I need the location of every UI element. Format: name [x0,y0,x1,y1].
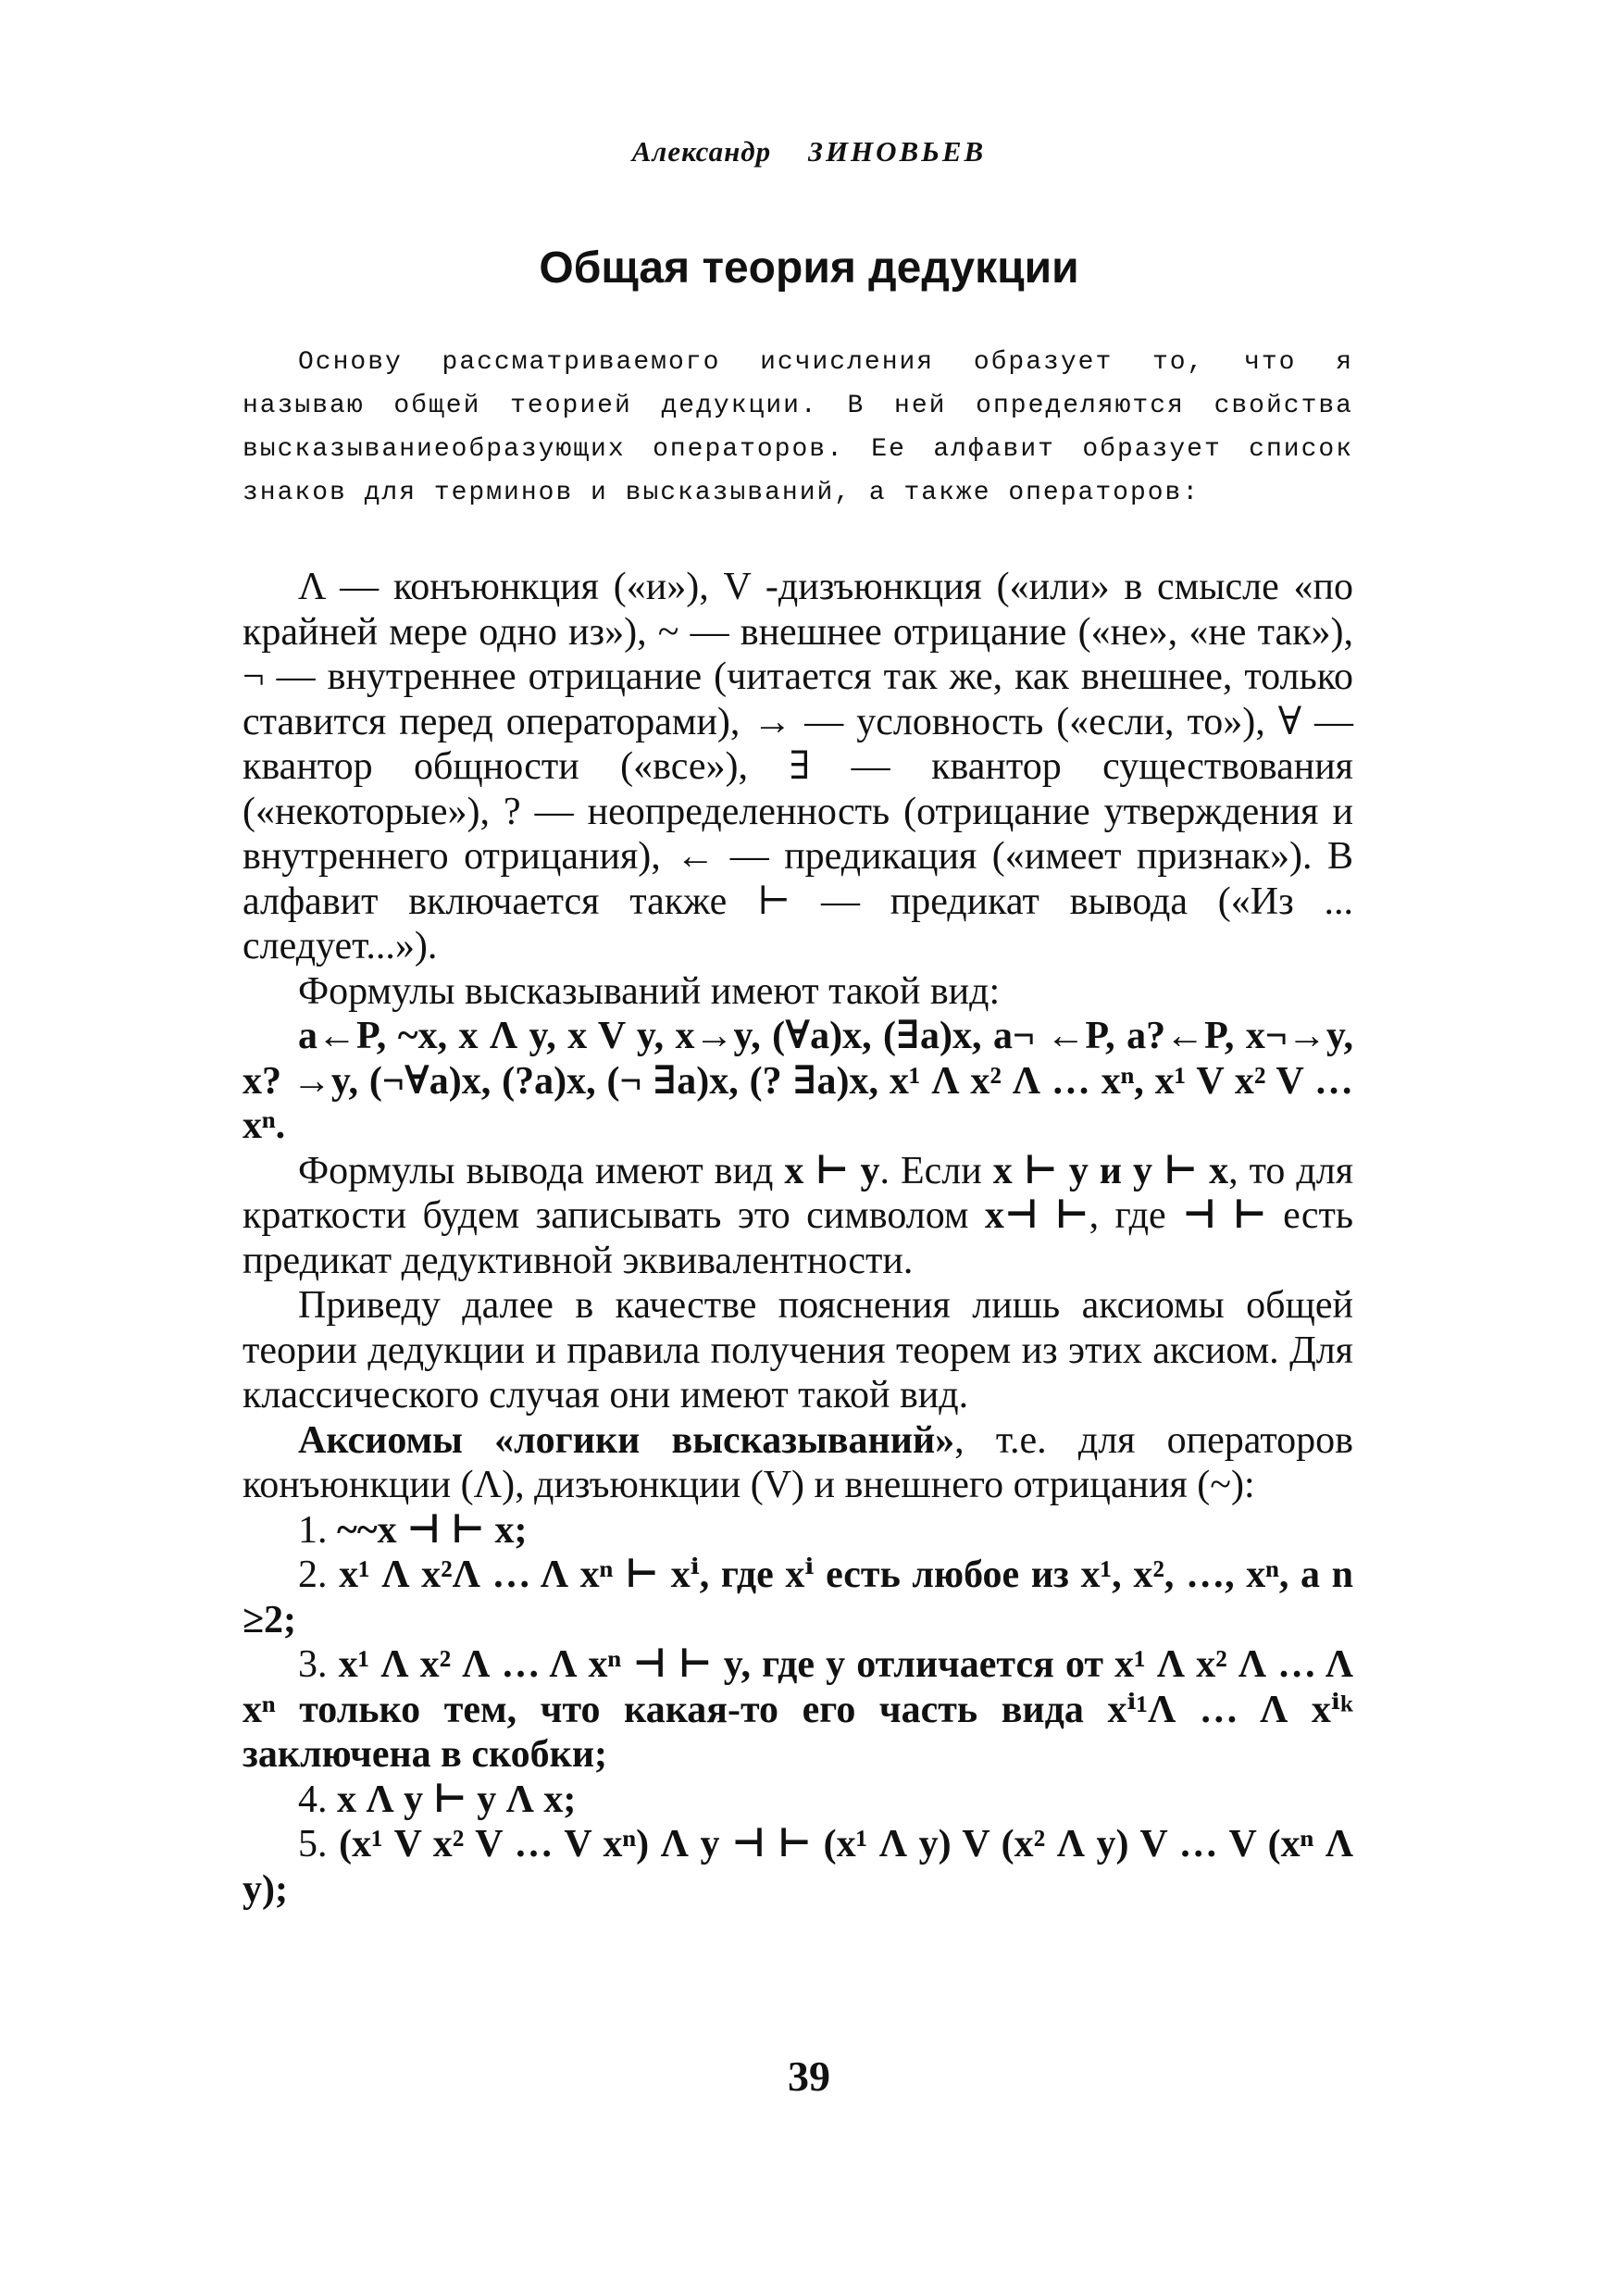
axiom-text: ~~x ⊣ ⊢ x; [337,1508,528,1552]
axiom-number: 1. [298,1508,328,1552]
axiom-item [243,1822,1353,1912]
explanation-paragraph: Приведу далее в качестве пояснения лишь аксиомы общей теории дедукции и правила получения теорем из этих аксиом. Для классического случая они имеют такой вид. [243,1284,1353,1416]
inference-formula-3: x⊣ ⊢ [984,1194,1089,1237]
inference-paragraph [243,1149,1353,1284]
inference-text-1: Формулы вывода имеют вид [298,1149,785,1192]
axiom-item [243,1642,1353,1778]
axioms-heading [243,1418,1353,1508]
inference-text-3: , то для краткости будем записывать это символом [243,1149,1354,1237]
axiom-item [243,1778,1353,1823]
axiom-number: 2. [298,1554,328,1596]
axiom-item [243,1553,1353,1642]
formulas-text: a←P, ~x, x Λ y, x V y, x→y, (∀a)x, (∃a)x, a¬ ←P, a?←P, x¬→y, x? →y, (¬∀a)x, (?a)x, (¬ ∃a)x, (? ∃a)x, x¹ Λ x² Λ … xⁿ, x¹ V x² V … xⁿ. [243,1015,1353,1147]
axiom-text: (x¹ V x² V … V xⁿ) Λ y ⊣ ⊢ (x¹ Λ y) V (x² Λ y) V … V (xⁿ Λ y); [243,1823,1354,1911]
inference-text-2: . Если [879,1149,993,1192]
chapter-title: Общая теория дедукции [539,243,1079,293]
formulas-list [243,1014,1353,1149]
inference-text-5: есть предикат дедуктивной эквивалентности. [243,1194,1353,1282]
operators-paragraph: Λ — конъюнкция («и»), V -дизъюнкция («или» в смысле «по крайней мере одно из»), ~ — внешнее отрицание («не», «не так»), ¬ — внутреннее отрицание (читается так же, как внешнее, только ставится перед операторами), → — условность («если, то»), ∀ — квантор общности («все»), ∃ — квантор существования («некоторые»), ? — неопределенность (отрицание утверждения и внутреннего отрицания), ← — предикация («имеет признак»). В алфавит включается также ⊢ — предикат вывода («Из ... следует...»). [243,566,1353,967]
author-first-name: Александр [631,135,772,168]
formulas-intro: Формулы высказываний имеют такой вид: [298,969,1001,1013]
intro-paragraph: Основу рассматриваемого исчисления образует то, что я называю общей теорией дедукции. В ней определяются свойства высказываниеобразующих операторов. Ее алфавит образует список знаков для терминов и высказываний, а также операторов: [243,348,1353,507]
axiom-text: x¹ Λ x² Λ … Λ xⁿ ⊣ ⊢ y, где y отличается от x¹ Λ x² Λ … Λ xⁿ только тем, что какая-то его часть вида xⁱ¹Λ … Λ xⁱᵏ заключена в скобки; [243,1643,1353,1776]
page-number: 39 [788,2053,830,2100]
axiom-text: x Λ y ⊢ y Λ x; [337,1778,577,1821]
axioms-heading-bold: Аксиомы «логики высказываний» [298,1418,955,1462]
axiom-text: x¹ Λ x²Λ … Λ xⁿ ⊢ xⁱ, где xⁱ есть любое из x¹, x², …, xⁿ, а n ≥2; [243,1554,1354,1641]
axiom-item [243,1508,1353,1554]
inference-formula-1: x ⊢ y [784,1149,880,1192]
author-last-name: ЗИНОВЬЕВ [808,135,987,168]
axiom-number: 4. [298,1778,328,1821]
axiom-number: 3. [298,1643,328,1686]
main-text [243,565,1353,1912]
inference-formula-2: x ⊢ y и y ⊢ x [992,1149,1229,1192]
axiom-number: 5. [298,1823,328,1866]
inference-formula-4: ⊣ ⊢ [1182,1194,1267,1237]
inference-text-4: , где [1089,1194,1183,1237]
axioms-heading-rest: , т.е. для операторов конъюнкции (Λ), дизъюнкции (V) и внешнего отрицания (~): [243,1418,1353,1506]
intro-block [243,341,1353,515]
running-head [0,135,1618,168]
